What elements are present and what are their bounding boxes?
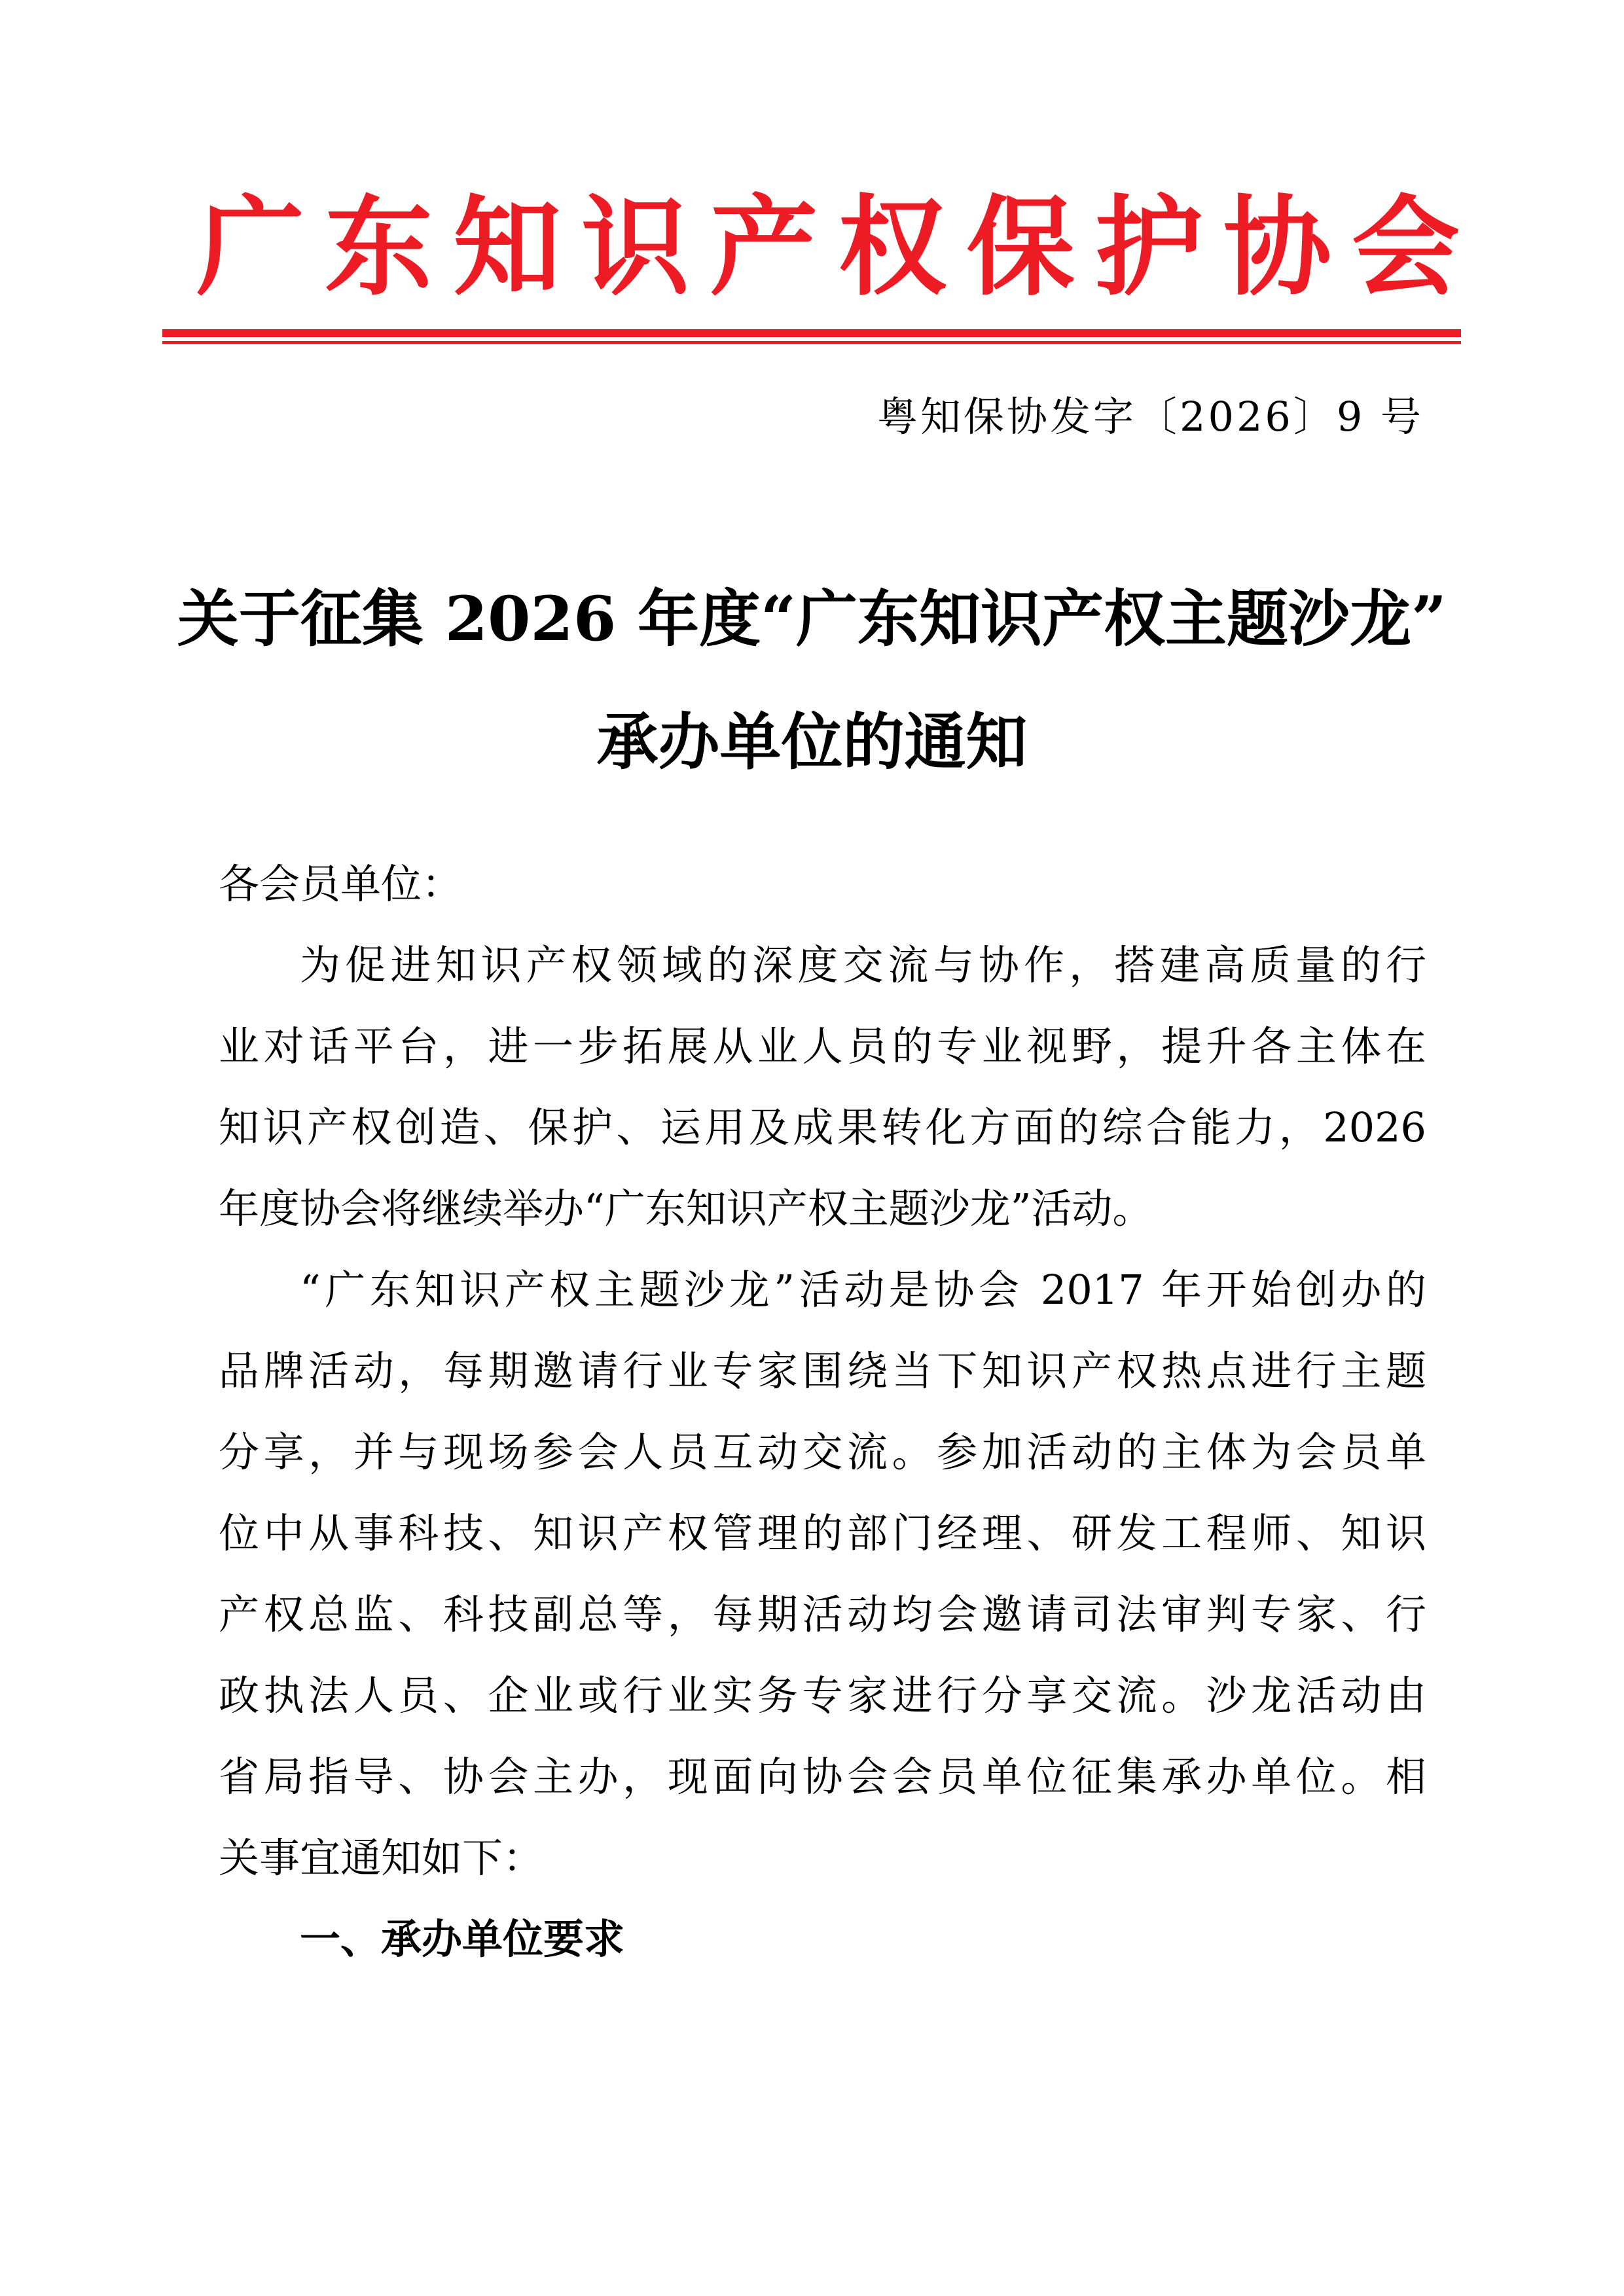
doc-reference-number: 粤知保协发字〔2026〕9 号 [877,393,1424,440]
section-heading-1: 一、承办单位要求 [300,1915,625,1963]
red-double-rule-thick [162,329,1461,337]
body-line: 产权总监、科技副总等，每期活动均会邀请司法审判专家、行 [219,1590,1426,1638]
notice-title-line1: 关于征集 2026 年度“广东知识产权主题沙龙” [177,583,1447,655]
body-line: 政执法人员、企业或行业实务专家进行分享交流。沙龙活动由 [219,1672,1426,1719]
body-line: 位中从事科技、知识产权管理的部门经理、研发工程师、知识 [219,1509,1426,1557]
body-line: 为促进知识产权领域的深度交流与协作，搭建高质量的行 [300,941,1426,989]
salutation: 各会员单位： [219,860,463,908]
body-line: 业对话平台，进一步拓展从业人员的专业视野，提升各主体在 [219,1022,1426,1070]
body-line: “广东知识产权主题沙龙”活动是协会 2017 年开始创办的 [300,1266,1426,1314]
body-line: 品牌活动，每期邀请行业专家围绕当下知识产权热点进行主题 [219,1347,1426,1395]
body-line: 知识产权创造、保护、运用及成果转化方面的综合能力，2026 [219,1103,1426,1151]
body-line: 年度协会将继续举办“广东知识产权主题沙龙”活动。 [219,1185,1153,1232]
letterhead-org-title: 广东知识产权保护协会 [196,183,1460,310]
notice-title [0,558,1624,804]
body-line: 分享，并与现场参会人员互动交流。参加活动的主体为会员单 [219,1428,1426,1476]
body-line: 关事宜通知如下： [219,1834,544,1882]
notice-body [219,844,1426,1980]
body-line: 省局指导、协会主办，现面向协会会员单位征集承办单位。相 [219,1753,1426,1801]
notice-title-line2: 承办单位的通知 [596,706,1028,778]
red-double-rule-thin [162,341,1461,344]
